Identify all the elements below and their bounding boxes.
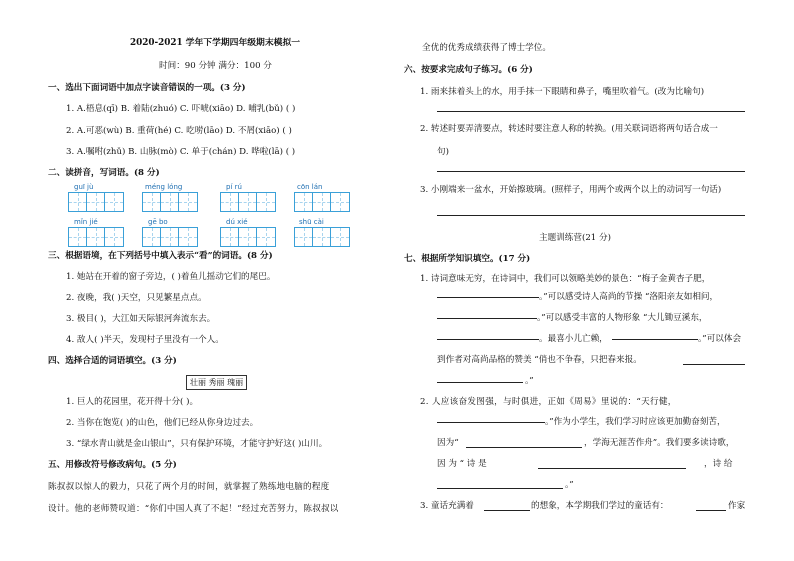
s6-q1: 1. 雨来抹着头上的水，用手抹一下眼睛和鼻子，嘴里吹着气。(改为比喻句) xyxy=(420,87,705,97)
blank-poem-3[interactable] xyxy=(437,339,539,340)
writing-grid-1[interactable] xyxy=(68,192,124,212)
s7-q1d: 。最喜小儿亡赖， xyxy=(539,334,608,344)
s7-q1a: 1. 诗词意味无穷，在诗词中，我们可以领略美妙的景色：“梅子金黄杏子肥， xyxy=(420,274,711,284)
s6-q2a: 2. 转述时要弄清要点，转述时要注意人称的转换。(用关联词语将两句话合成一 xyxy=(420,124,718,134)
s7-q2c: 因为“ xyxy=(437,438,459,448)
blank-quote-1[interactable] xyxy=(437,422,545,423)
s7-q2d: ，学海无涯苦作舟”。我们要多读诗歌， xyxy=(584,438,735,448)
s7-q1b: 。”可以感受诗人高尚的节操 “洛阳亲友如相问， xyxy=(539,292,719,302)
theme-camp-title: 主题训练营(21 分) xyxy=(539,233,611,243)
s7-q2b: 。”作为小学生，我们学习时应该更加勤奋刻苦， xyxy=(545,417,726,427)
s7-q2g: 。” xyxy=(565,480,574,490)
writing-grid-4[interactable] xyxy=(294,192,350,212)
s7-q1f: 到作者对高尚品格的赞美 “俏也不争春，只把春来报。 xyxy=(437,355,642,365)
blank-poem-4[interactable] xyxy=(612,339,698,340)
writing-grid-8[interactable] xyxy=(294,227,350,247)
s7-q2e: 因 为 “ 诗 是 xyxy=(437,459,487,469)
s3-item-3: 3. 极目( )，大江如天际银河奔流东去。 xyxy=(66,314,216,324)
writing-grid-2[interactable] xyxy=(142,192,198,212)
s4-item-3: 3. “绿水青山就是金山银山”，只有保护环境，才能守护好这( )山川。 xyxy=(66,439,328,449)
blank-poem-2[interactable] xyxy=(437,318,537,319)
s7-q1e: 。”可以体会 xyxy=(698,334,742,344)
s7-q2a: 2. 人应该奋发图强，与时俱进，正如《周易》里说的：“天行健， xyxy=(420,397,677,407)
blank-quote-2[interactable] xyxy=(466,447,582,448)
continued-text: 全优的优秀成绩获得了博士学位。 xyxy=(422,43,551,53)
pinyin-6: gē bo xyxy=(148,218,168,226)
answer-line-2[interactable] xyxy=(437,171,745,172)
blank-quote-3[interactable] xyxy=(538,468,686,469)
s6-q3: 3. 小刚端来一盆水，开始擦玻璃。(照样子，用两个或两个以上的动词写一句话) xyxy=(420,185,722,195)
blank-poem-6[interactable] xyxy=(437,382,523,383)
pinyin-1: guī jù xyxy=(74,183,94,191)
blank-poem-1[interactable] xyxy=(437,297,539,298)
pinyin-5: mǐn jié xyxy=(74,218,98,226)
s1-item-3: 3. A.嘱咐(zhǔ) B. 山脉(mò) C. 单于(chán) D. 哗啦(lā) ( ) xyxy=(66,147,296,157)
s7-q1g: 。” xyxy=(525,376,534,386)
s1-item-1: 1. A.梧息(qī) B. 着陆(zhuó) C. 吓唬(xiāo) D. 哺乳(bǔ) ( ) xyxy=(66,104,296,114)
pinyin-7: dú xié xyxy=(226,218,248,226)
blank-poem-5[interactable] xyxy=(683,364,745,365)
section-7-heading: 七、根据所学知识填空。(17 分) xyxy=(404,254,531,264)
word-choice-box: 壮丽 秀丽 瑰丽 xyxy=(186,375,247,390)
section-3-heading: 三、根据语境，在下列括号中填入表示“看”的词语。(8 分) xyxy=(48,251,273,261)
blank-fairy-2[interactable] xyxy=(696,510,726,511)
writing-grid-3[interactable] xyxy=(220,192,276,212)
s7-q1c: 。”可以感受丰富的人物形象 “大儿锄豆溪东， xyxy=(537,313,708,323)
s4-item-2: 2. 当你在饱览( )的山色，他们已经从你身边过去。 xyxy=(66,418,259,428)
section-4-heading: 四、选择合适的词语填空。(3 分) xyxy=(48,356,177,366)
blank-quote-4[interactable] xyxy=(437,488,563,489)
section-2-heading: 二、读拼音，写词语。(8 分) xyxy=(48,168,160,178)
s4-item-1: 1. 巨人的花园里，花开得十分( )。 xyxy=(66,397,199,407)
s7-q3c: 作家 xyxy=(728,501,746,511)
writing-grid-7[interactable] xyxy=(220,227,276,247)
section-5-heading: 五、用修改符号修改病句。(5 分) xyxy=(48,460,177,470)
exam-meta: 时间：90 分钟 满分：100 分 xyxy=(159,61,272,71)
pinyin-8: shū cài xyxy=(299,218,324,226)
s7-q2f: ，诗 给 xyxy=(704,459,733,469)
answer-line-1[interactable] xyxy=(437,111,745,112)
answer-line-3[interactable] xyxy=(437,215,745,216)
section-1-heading: 一、选出下面词语中加点字读音错误的一项。(3 分) xyxy=(48,83,246,93)
writing-grid-5[interactable] xyxy=(68,227,124,247)
s7-q3a: 3. 童话充满着 xyxy=(420,501,474,511)
s3-item-2: 2. 夜晚，我( )天空，只见繁星点点。 xyxy=(66,293,207,303)
s7-q3b: 的想象，本学期我们学过的童话有： xyxy=(531,501,669,511)
s5-paragraph-1: 陈叔叔以惊人的毅力，只花了两个月的时间，就掌握了熟练地电脑的程度 xyxy=(48,482,330,492)
s5-paragraph-2: 设计。他的老师赞叹道：“你们中国人真了不起！”经过充苦努力，陈叔叔以 xyxy=(48,504,339,514)
s3-item-1: 1. 她站在开着的窗子旁边，( )着鱼儿摇动它们的尾巴。 xyxy=(66,272,276,282)
page-title: 2020-2021 学年下学期四年级期末模拟一 xyxy=(130,38,301,48)
s6-q2b: 句) xyxy=(437,147,449,157)
section-6-heading: 六、按要求完成句子练习。(6 分) xyxy=(404,65,533,75)
pinyin-4: cōn lán xyxy=(297,183,323,191)
writing-grid-6[interactable] xyxy=(142,227,198,247)
blank-fairy-1[interactable] xyxy=(484,510,530,511)
pinyin-2: méng lóng xyxy=(145,183,183,191)
s1-item-2: 2. A.可恶(wù) B. 重荷(hé) C. 吃唠(lāo) D. 不屑(xiāo) ( ) xyxy=(66,126,292,136)
pinyin-3: pí rú xyxy=(226,183,242,191)
s3-item-4: 4. 敌人( )半天，发现村子里没有一个人。 xyxy=(66,335,224,345)
